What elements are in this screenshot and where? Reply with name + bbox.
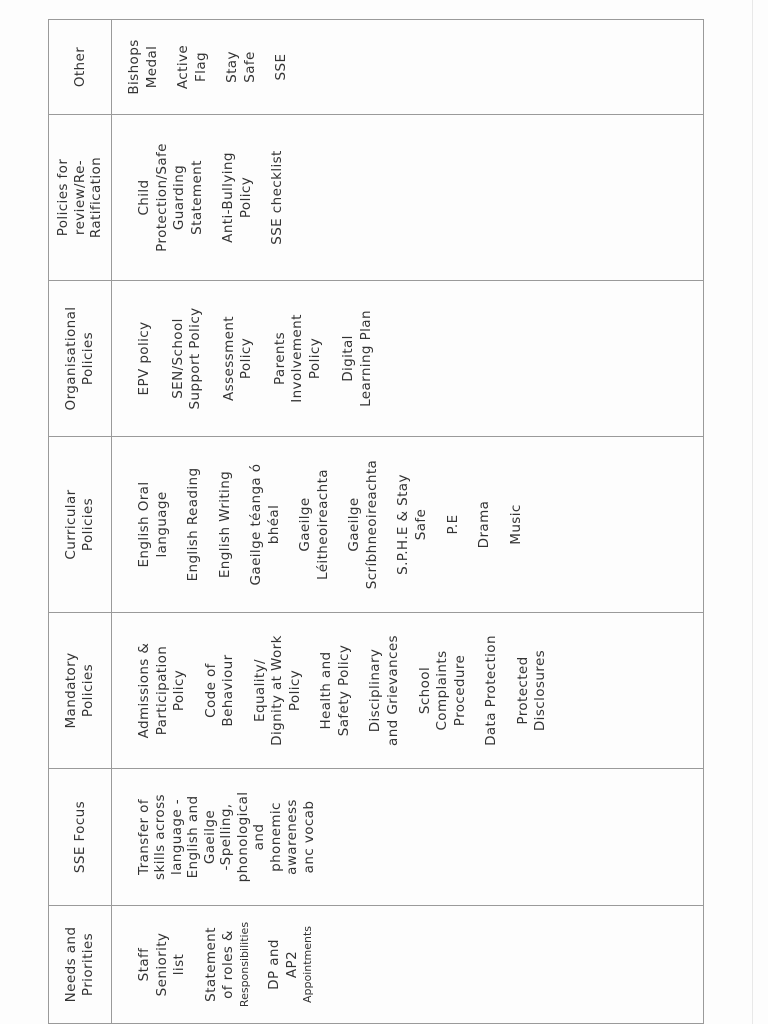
- list-item: Data Protection: [483, 635, 500, 746]
- list-item: SEN/School Support Policy: [169, 307, 204, 410]
- page-edge-line: [752, 0, 753, 1024]
- list-item: DP and AP2: [266, 939, 300, 990]
- policies-table: [48, 19, 704, 1024]
- list-item: SSE: [273, 53, 290, 81]
- list-item: Staff Seniority list: [136, 932, 188, 997]
- table-body-row: [112, 20, 704, 1024]
- cell-review: [112, 115, 704, 281]
- list-item: Disciplinary and Grievances: [367, 635, 402, 746]
- header-review: Policies for review/Re- Ratification: [49, 115, 112, 281]
- table-header-row: [49, 20, 112, 1024]
- list-item: Code of Behaviour: [202, 654, 237, 727]
- list-item: Digital Learning Plan: [340, 310, 374, 407]
- list-item: School Complaints Procedure: [416, 650, 468, 731]
- list-item: Appointments: [301, 925, 315, 1004]
- cell-sse-focus: [112, 769, 704, 906]
- list-item: Active Flag: [175, 44, 209, 90]
- list-item: Stay Safe: [224, 51, 258, 83]
- cell-needs: [112, 906, 704, 1024]
- list-item: Bishops Medal: [126, 39, 160, 95]
- list-item: Health and Safety Policy: [318, 644, 352, 737]
- list-item: Gaeilge Scríbhneoireachta: [346, 459, 380, 590]
- cell-other: [112, 20, 704, 115]
- header-mandatory: Mandatory Policies: [49, 613, 112, 769]
- cell-curricular: [112, 437, 704, 613]
- list-item: English Oral language: [136, 481, 170, 568]
- list-item: Protected Disclosures: [514, 649, 549, 732]
- list-item: Gaeilge téanga ó bhéal: [248, 463, 282, 586]
- sse-focus-text: Transfer of skills across language - English and Gaeilge -Spelling, phonological and phonemic awareness anc vocab: [136, 791, 317, 883]
- cell-mandatory: [112, 613, 704, 769]
- list-item: P.E: [444, 514, 461, 535]
- list-item: Responsibilities: [237, 921, 251, 1008]
- list-item: Statement of roles &: [202, 927, 237, 1002]
- header-other: Other: [49, 20, 112, 115]
- list-item: Assessment Policy: [220, 316, 255, 401]
- list-item: Drama: [476, 500, 493, 549]
- cell-organisational: [112, 281, 704, 437]
- list-item: English Writing: [216, 470, 233, 579]
- list-item: S.P.H.E & Stay Safe: [395, 474, 430, 575]
- list-item: Parents Involvement Policy: [271, 314, 323, 403]
- rotated-table-container: [48, 20, 704, 1024]
- list-item: EPV policy: [136, 321, 152, 396]
- list-item: Equality/ Dignity at Work Policy: [251, 635, 303, 746]
- list-item: Anti-Bullying Policy: [220, 152, 254, 243]
- header-needs: Needs and Priorities: [49, 906, 112, 1024]
- list-item: Gaeilge Léitheoireachta: [297, 469, 331, 580]
- header-curricular: Curricular Policies: [49, 437, 112, 613]
- header-sse-focus: SSE Focus: [49, 769, 112, 906]
- list-item: English Reading: [185, 467, 202, 582]
- list-item: Music: [507, 504, 524, 545]
- list-item: Admissions & Participation Policy: [136, 642, 188, 739]
- header-organisational: Organisational Policies: [49, 281, 112, 437]
- list-item: SSE checklist: [269, 150, 286, 245]
- list-item: Child Protection/Safe Guarding Statement: [136, 143, 205, 252]
